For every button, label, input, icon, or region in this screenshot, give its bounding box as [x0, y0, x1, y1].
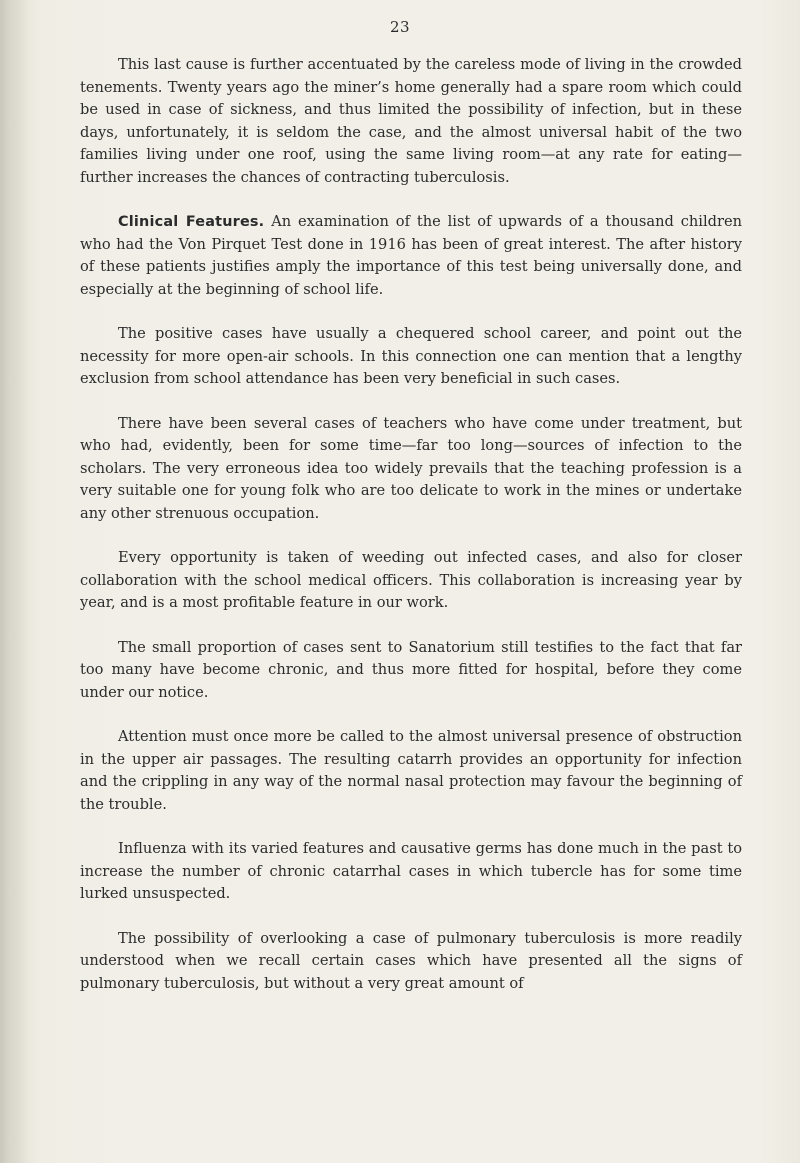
paragraph-influenza — [80, 838, 742, 906]
page-edge-shadow — [0, 0, 28, 1163]
paragraph-text: There have been several cases of teachers who have come under treatment, but who had, evidently, been for some time—far too long—sources of infection to the scholars. The very erroneous idea too widely prevails that the teaching profession is a very suitable one for young folk who are too delicate to work in the mines or undertake any other strenuous occupation. — [80, 414, 742, 522]
paragraph-text: The possibility of overlooking a case of pulmonary tuberculosis is more readily understood when we recall certain cases which have presented all the signs of pulmonary tuberculosis, but without a very great amount of — [80, 929, 742, 992]
paragraph-text: The small proportion of cases sent to Sanatorium still testifies to the fact that far too many have become chronic, and thus more fitted for hospital, before they come under our notice. — [80, 638, 742, 701]
paragraph-living-conditions — [80, 54, 742, 189]
paragraph-positive-cases — [80, 323, 742, 391]
paragraph-text: The positive cases have usually a chequered school career, and point out the necessity for more open-air schools. In this connection one can mention that a lengthy exclusion from school attendance has been very beneficial in such cases. — [80, 325, 742, 387]
paragraph-weeding-out — [80, 547, 742, 615]
section-heading-clinical-features: Clinical Features. — [118, 214, 265, 230]
page-number: 23 — [389, 18, 411, 36]
paragraph-sanatorium — [80, 637, 742, 705]
paragraph-text: Influenza with its varied features and causative germs has done much in the past to increase the number of chronic catarrhal cases in which tubercle has for some time lurked unsuspected. — [80, 840, 742, 902]
paragraph-air-passages — [80, 726, 742, 816]
paragraph-text: An examination of the list of upwards of a thousand children who had the Von Pirquet Test done in 1916 has been of great interest. The after history of these patients justifies amply the importance of this test being universally done, and especially at the beginning of school life. — [80, 213, 742, 298]
body-text — [80, 54, 742, 1017]
paragraph-overlooking — [80, 928, 742, 996]
paragraph-text: This last cause is further accentuated by the careless mode of living in the crowded tenements. Twenty years ago the miner’s home generally had a spare room which could be used in case of sickness, and thus limited the possibility of infection, but in these days, unfortunately, it is seldom the case, and the almost universal habit of the two families living under one roof, using the same living room—at any rate for eating—further increases the chances of contracting tuberculosis. — [80, 56, 742, 186]
paragraph-clinical-features — [80, 211, 742, 301]
paragraph-text: Attention must once more be called to the almost universal presence of obstruction in the upper air passages. The resulting catarrh provides an opportunity for infection and the crippling in any way of the normal nasal protection may favour the beginning of the trouble. — [80, 728, 742, 813]
paragraph-text: Every opportunity is taken of weeding out infected cases, and also for closer collaboration with the school medical officers. This collaboration is increasing year by year, and is a most profitable feature in our work. — [80, 549, 742, 611]
paragraph-teachers — [80, 413, 742, 526]
